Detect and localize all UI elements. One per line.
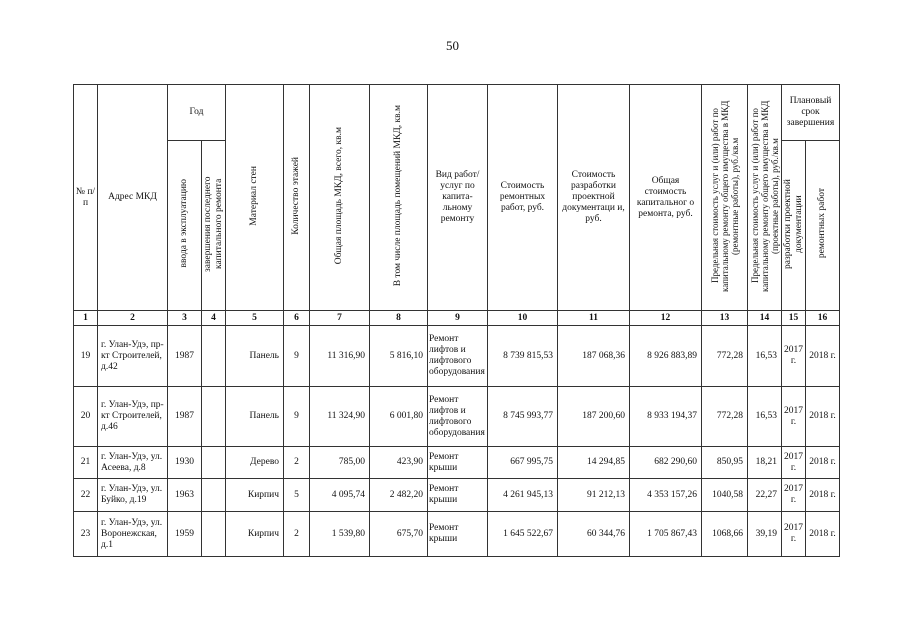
column-number: 11 xyxy=(558,311,630,326)
cell-wall-material: Панель xyxy=(226,387,284,447)
cell-address: г. Улан-Удэ, ул. Асеева, д.8 xyxy=(98,447,168,479)
header-total-cost: Общая стоимость капитальног о ремонта, руб. xyxy=(630,85,702,311)
cell-design-cost: 14 294,85 xyxy=(558,447,630,479)
cell-area-premises: 6 001,80 xyxy=(370,387,428,447)
cell-limit-design: 39,19 xyxy=(748,512,782,557)
cell-total-cost: 8 933 194,37 xyxy=(630,387,702,447)
cell-year-repair xyxy=(202,447,226,479)
cell-work-type: Ремонт крыши xyxy=(428,479,488,512)
header-area-total: Общая площадь МКД, всего, кв.м xyxy=(310,85,370,311)
cell-area-total: 11 316,90 xyxy=(310,326,370,387)
column-numbers-row xyxy=(74,311,840,326)
column-number: 16 xyxy=(806,311,840,326)
header-plan-group: Плановый срок завершения xyxy=(782,85,840,141)
cell-limit-design: 16,53 xyxy=(748,387,782,447)
cell-limit-repair: 772,28 xyxy=(702,326,748,387)
cell-design-cost: 187 200,60 xyxy=(558,387,630,447)
column-number: 13 xyxy=(702,311,748,326)
cell-limit-repair: 850,95 xyxy=(702,447,748,479)
cell-wall-material: Дерево xyxy=(226,447,284,479)
cell-year-built: 1963 xyxy=(168,479,202,512)
cell-repair-cost: 1 645 522,67 xyxy=(488,512,558,557)
cell-row-number: 23 xyxy=(74,512,98,557)
cell-design-cost: 187 068,36 xyxy=(558,326,630,387)
header-work-type: Вид работ/ услуг по капита- льному ремонту xyxy=(428,85,488,311)
cell-area-total: 4 095,74 xyxy=(310,479,370,512)
header-address: Адрес МКД xyxy=(98,85,168,311)
header-year-repair: завершения последнего капитального ремонта xyxy=(202,141,226,311)
cell-work-type: Ремонт лифтов и лифтового оборудования xyxy=(428,387,488,447)
cell-area-total: 11 324,90 xyxy=(310,387,370,447)
cell-floors: 9 xyxy=(284,326,310,387)
cell-area-premises: 423,90 xyxy=(370,447,428,479)
cell-total-cost: 1 705 867,43 xyxy=(630,512,702,557)
header-year-group: Год xyxy=(168,85,226,141)
cell-year-repair xyxy=(202,326,226,387)
cell-repair-cost: 8 745 993,77 xyxy=(488,387,558,447)
column-number: 15 xyxy=(782,311,806,326)
cell-row-number: 21 xyxy=(74,447,98,479)
cell-year-repair xyxy=(202,512,226,557)
cell-limit-repair: 1040,58 xyxy=(702,479,748,512)
cell-wall-material: Кирпич xyxy=(226,479,284,512)
column-number: 12 xyxy=(630,311,702,326)
table-row xyxy=(74,387,840,447)
cell-area-premises: 2 482,20 xyxy=(370,479,428,512)
header-floors: Количество этажей xyxy=(284,85,310,311)
cell-limit-repair: 772,28 xyxy=(702,387,748,447)
header-design-cost: Стоимость разработки проектной документаци и, руб. xyxy=(558,85,630,311)
cell-plan-design: 2017 г. xyxy=(782,447,806,479)
cell-plan-repair: 2018 г. xyxy=(806,479,840,512)
cell-repair-cost: 667 995,75 xyxy=(488,447,558,479)
header-material: Материал стен xyxy=(226,85,284,311)
page-number: 50 xyxy=(446,38,459,53)
cell-year-repair xyxy=(202,479,226,512)
cell-plan-repair: 2018 г. xyxy=(806,387,840,447)
cell-design-cost: 60 344,76 xyxy=(558,512,630,557)
cell-limit-repair: 1068,66 xyxy=(702,512,748,557)
column-number: 10 xyxy=(488,311,558,326)
cell-area-total: 1 539,80 xyxy=(310,512,370,557)
column-number: 3 xyxy=(168,311,202,326)
column-number: 4 xyxy=(202,311,226,326)
cell-repair-cost: 8 739 815,53 xyxy=(488,326,558,387)
cell-work-type: Ремонт лифтов и лифтового оборудования xyxy=(428,326,488,387)
cell-address: г. Улан-Удэ, пр-кт Строителей, д.46 xyxy=(98,387,168,447)
column-number: 5 xyxy=(226,311,284,326)
capital-repair-table xyxy=(73,84,840,557)
cell-plan-design: 2017 г. xyxy=(782,387,806,447)
column-number: 6 xyxy=(284,311,310,326)
column-number: 9 xyxy=(428,311,488,326)
cell-floors: 5 xyxy=(284,479,310,512)
cell-work-type: Ремонт крыши xyxy=(428,447,488,479)
header-plan-repair: ремонтных работ xyxy=(806,141,840,311)
cell-plan-repair: 2018 г. xyxy=(806,326,840,387)
cell-total-cost: 4 353 157,26 xyxy=(630,479,702,512)
cell-area-total: 785,00 xyxy=(310,447,370,479)
cell-year-built: 1987 xyxy=(168,326,202,387)
cell-work-type: Ремонт крыши xyxy=(428,512,488,557)
cell-year-repair xyxy=(202,387,226,447)
cell-wall-material: Панель xyxy=(226,326,284,387)
cell-floors: 2 xyxy=(284,447,310,479)
table-row xyxy=(74,479,840,512)
header-plan-design: разработки проектной документации xyxy=(782,141,806,311)
cell-plan-design: 2017 г. xyxy=(782,512,806,557)
cell-plan-design: 2017 г. xyxy=(782,326,806,387)
column-number: 14 xyxy=(748,311,782,326)
cell-area-premises: 5 816,10 xyxy=(370,326,428,387)
cell-plan-repair: 2018 г. xyxy=(806,512,840,557)
cell-limit-design: 16,53 xyxy=(748,326,782,387)
header-num: № п/п xyxy=(74,85,98,311)
column-number: 2 xyxy=(98,311,168,326)
cell-wall-material: Кирпич xyxy=(226,512,284,557)
table-body xyxy=(74,326,840,557)
header-repair-cost: Стоимость ремонтных работ, руб. xyxy=(488,85,558,311)
table-row xyxy=(74,326,840,387)
cell-total-cost: 8 926 883,89 xyxy=(630,326,702,387)
column-number: 7 xyxy=(310,311,370,326)
cell-floors: 2 xyxy=(284,512,310,557)
table-row xyxy=(74,512,840,557)
cell-repair-cost: 4 261 945,13 xyxy=(488,479,558,512)
column-number: 1 xyxy=(74,311,98,326)
cell-area-premises: 675,70 xyxy=(370,512,428,557)
cell-plan-design: 2017 г. xyxy=(782,479,806,512)
cell-row-number: 20 xyxy=(74,387,98,447)
header-year-built: ввода в эксплуатацию xyxy=(168,141,202,311)
table-row xyxy=(74,447,840,479)
cell-plan-repair: 2018 г. xyxy=(806,447,840,479)
cell-floors: 9 xyxy=(284,387,310,447)
cell-row-number: 22 xyxy=(74,479,98,512)
cell-address: г. Улан-Удэ, пр-кт Строителей, д.42 xyxy=(98,326,168,387)
cell-address: г. Улан-Удэ, ул. Буйко, д.19 xyxy=(98,479,168,512)
cell-limit-design: 18,21 xyxy=(748,447,782,479)
cell-year-built: 1959 xyxy=(168,512,202,557)
cell-limit-design: 22,27 xyxy=(748,479,782,512)
cell-row-number: 19 xyxy=(74,326,98,387)
cell-design-cost: 91 212,13 xyxy=(558,479,630,512)
header-limit-design: Предельная стоимость услуг и (или) работ по капитальному ремонту общего имущества в МКД (проектные работы), руб./кв.м xyxy=(748,85,782,311)
cell-year-built: 1930 xyxy=(168,447,202,479)
cell-year-built: 1987 xyxy=(168,387,202,447)
column-number: 8 xyxy=(370,311,428,326)
header-limit-repair: Предельная стоимость услуг и (или) работ по капитальному ремонту общего имущества в МКД (ремонтные работы), руб./кв.м xyxy=(702,85,748,311)
cell-total-cost: 682 290,60 xyxy=(630,447,702,479)
header-area-premises: В том числе площадь помещений МКД, кв.м xyxy=(370,85,428,311)
cell-address: г. Улан-Удэ, ул. Воронежская, д.1 xyxy=(98,512,168,557)
